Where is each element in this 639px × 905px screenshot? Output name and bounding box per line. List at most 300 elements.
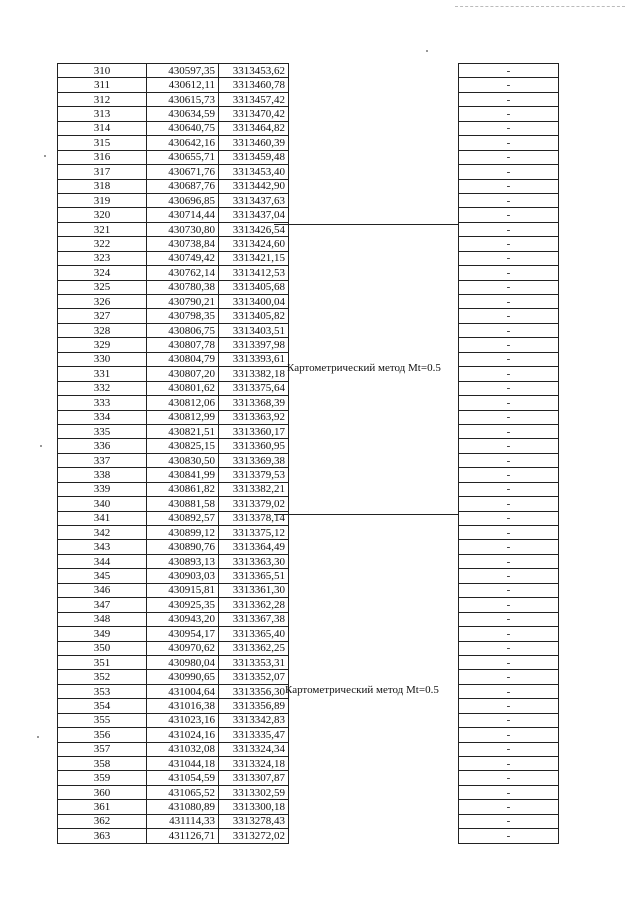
x-coordinate-cell: 430892,57: [147, 511, 219, 525]
table-row: [58, 655, 289, 669]
table-row: [58, 107, 289, 121]
mark-row: [459, 251, 559, 265]
mark-cell: -: [459, 526, 559, 540]
x-coordinate-cell: 430738,84: [147, 237, 219, 251]
mark-row: [459, 612, 559, 626]
y-coordinate-cell: 3313382,21: [219, 482, 289, 496]
point-number-cell: 328: [58, 323, 147, 337]
y-coordinate-cell: 3313379,53: [219, 468, 289, 482]
x-coordinate-cell: 431054,59: [147, 771, 219, 785]
point-number-cell: 360: [58, 785, 147, 799]
table-row: [58, 598, 289, 612]
mark-cell: -: [459, 381, 559, 395]
group-separator-line-1: [274, 224, 458, 225]
y-coordinate-cell: 3313421,15: [219, 251, 289, 265]
x-coordinate-cell: 430780,38: [147, 280, 219, 294]
y-coordinate-cell: 3313400,04: [219, 295, 289, 309]
x-coordinate-cell: 430925,35: [147, 598, 219, 612]
y-coordinate-cell: 3313272,02: [219, 829, 289, 843]
scan-speck: [44, 155, 46, 157]
x-coordinate-cell: 431044,18: [147, 757, 219, 771]
point-number-cell: 353: [58, 684, 147, 698]
table-row: [58, 583, 289, 597]
point-number-cell: 315: [58, 136, 147, 150]
mark-cell: -: [459, 728, 559, 742]
point-number-cell: 347: [58, 598, 147, 612]
point-number-cell: 342: [58, 526, 147, 540]
point-number-cell: 322: [58, 237, 147, 251]
mark-cell: -: [459, 612, 559, 626]
y-coordinate-cell: 3313437,04: [219, 208, 289, 222]
y-coordinate-cell: 3313460,39: [219, 136, 289, 150]
point-number-cell: 346: [58, 583, 147, 597]
y-coordinate-cell: 3313368,39: [219, 396, 289, 410]
point-number-cell: 318: [58, 179, 147, 193]
x-coordinate-cell: 430804,79: [147, 352, 219, 366]
mark-row: [459, 439, 559, 453]
x-coordinate-cell: 430903,03: [147, 569, 219, 583]
mark-row: [459, 424, 559, 438]
scan-speck: [426, 50, 428, 52]
y-coordinate-cell: 3313353,31: [219, 655, 289, 669]
mark-row: [459, 814, 559, 828]
mark-row: [459, 309, 559, 323]
x-coordinate-cell: 430655,71: [147, 150, 219, 164]
mark-cell: -: [459, 771, 559, 785]
scan-speck: [37, 736, 39, 738]
x-coordinate-cell: 430640,75: [147, 121, 219, 135]
mark-row: [459, 728, 559, 742]
table-row: [58, 78, 289, 92]
mark-cell: -: [459, 208, 559, 222]
mark-cell: -: [459, 367, 559, 381]
point-number-cell: 343: [58, 540, 147, 554]
y-coordinate-cell: 3313363,92: [219, 410, 289, 424]
point-number-cell: 345: [58, 569, 147, 583]
point-number-cell: 335: [58, 424, 147, 438]
mark-cell: -: [459, 64, 559, 78]
point-number-cell: 310: [58, 64, 147, 78]
mark-cell: -: [459, 193, 559, 207]
mark-row: [459, 482, 559, 496]
mark-cell: -: [459, 468, 559, 482]
mark-cell: -: [459, 396, 559, 410]
table-row: [58, 323, 289, 337]
mark-row: [459, 107, 559, 121]
y-coordinate-cell: 3313460,78: [219, 78, 289, 92]
table-row: [58, 150, 289, 164]
x-coordinate-cell: 430970,62: [147, 641, 219, 655]
mark-cell: -: [459, 179, 559, 193]
table-row: [58, 569, 289, 583]
point-number-cell: 356: [58, 728, 147, 742]
mark-row: [459, 511, 559, 525]
point-number-cell: 334: [58, 410, 147, 424]
mark-cell: -: [459, 670, 559, 684]
y-coordinate-cell: 3313367,38: [219, 612, 289, 626]
point-number-cell: 313: [58, 107, 147, 121]
x-coordinate-cell: 430806,75: [147, 323, 219, 337]
table-row: [58, 482, 289, 496]
point-number-cell: 331: [58, 367, 147, 381]
mark-row: [459, 497, 559, 511]
mark-cell: -: [459, 641, 559, 655]
x-coordinate-cell: 431065,52: [147, 785, 219, 799]
x-coordinate-cell: 430861,82: [147, 482, 219, 496]
scan-artifact-line: [455, 6, 625, 7]
mark-cell: -: [459, 237, 559, 251]
point-number-cell: 330: [58, 352, 147, 366]
table-row: [58, 410, 289, 424]
mark-cell: -: [459, 78, 559, 92]
table-row: [58, 612, 289, 626]
x-coordinate-cell: 431126,71: [147, 829, 219, 843]
table-row: [58, 684, 289, 698]
mark-row: [459, 598, 559, 612]
mark-row: [459, 338, 559, 352]
table-row: [58, 309, 289, 323]
point-number-cell: 341: [58, 511, 147, 525]
mark-row: [459, 150, 559, 164]
y-coordinate-cell: 3313442,90: [219, 179, 289, 193]
table-row: [58, 757, 289, 771]
x-coordinate-cell: 430807,20: [147, 367, 219, 381]
point-number-cell: 311: [58, 78, 147, 92]
point-number-cell: 319: [58, 193, 147, 207]
table-row: [58, 785, 289, 799]
mark-row: [459, 367, 559, 381]
y-coordinate-cell: 3313362,25: [219, 641, 289, 655]
table-row: [58, 713, 289, 727]
table-row: [58, 424, 289, 438]
y-coordinate-cell: 3313324,18: [219, 757, 289, 771]
x-coordinate-cell: 430597,35: [147, 64, 219, 78]
scan-speck: [40, 445, 42, 447]
table-row: [58, 237, 289, 251]
mark-cell: -: [459, 684, 559, 698]
table-row: [58, 381, 289, 395]
mark-row: [459, 684, 559, 698]
mark-row: [459, 396, 559, 410]
point-number-cell: 351: [58, 655, 147, 669]
y-coordinate-cell: 3313362,28: [219, 598, 289, 612]
point-number-cell: 362: [58, 814, 147, 828]
y-coordinate-cell: 3313375,12: [219, 526, 289, 540]
mark-row: [459, 222, 559, 236]
x-coordinate-cell: 430730,80: [147, 222, 219, 236]
mark-row: [459, 280, 559, 294]
mark-row: [459, 92, 559, 106]
mark-row: [459, 179, 559, 193]
y-coordinate-cell: 3313424,60: [219, 237, 289, 251]
point-number-cell: 320: [58, 208, 147, 222]
table-row: [58, 829, 289, 843]
x-coordinate-cell: 431023,16: [147, 713, 219, 727]
mark-cell: -: [459, 598, 559, 612]
y-coordinate-cell: 3313352,07: [219, 670, 289, 684]
y-coordinate-cell: 3313412,53: [219, 266, 289, 280]
point-number-cell: 337: [58, 453, 147, 467]
mark-row: [459, 295, 559, 309]
y-coordinate-cell: 3313335,47: [219, 728, 289, 742]
x-coordinate-cell: 430634,59: [147, 107, 219, 121]
x-coordinate-cell: 430812,06: [147, 396, 219, 410]
mark-row: [459, 410, 559, 424]
point-number-cell: 358: [58, 757, 147, 771]
group-separator-line-2: [274, 514, 458, 515]
y-coordinate-cell: 3313378,14: [219, 511, 289, 525]
mark-cell: -: [459, 814, 559, 828]
x-coordinate-cell: 430762,14: [147, 266, 219, 280]
x-coordinate-cell: 430612,11: [147, 78, 219, 92]
mark-cell: -: [459, 742, 559, 756]
x-coordinate-cell: 430615,73: [147, 92, 219, 106]
mark-cell: -: [459, 280, 559, 294]
y-coordinate-cell: 3313356,89: [219, 699, 289, 713]
method-label-1: Картометрический метод Mt=0.5: [287, 362, 441, 374]
mark-cell: -: [459, 410, 559, 424]
y-coordinate-cell: 3313405,82: [219, 309, 289, 323]
y-coordinate-cell: 3313365,40: [219, 627, 289, 641]
x-coordinate-cell: 431080,89: [147, 800, 219, 814]
point-number-cell: 324: [58, 266, 147, 280]
mark-row: [459, 829, 559, 843]
mark-cell: -: [459, 699, 559, 713]
point-number-cell: 361: [58, 800, 147, 814]
y-coordinate-cell: 3313403,51: [219, 323, 289, 337]
mark-row: [459, 64, 559, 78]
table-row: [58, 92, 289, 106]
x-coordinate-cell: 430980,04: [147, 655, 219, 669]
mark-row: [459, 381, 559, 395]
mark-cell: -: [459, 757, 559, 771]
table-row: [58, 554, 289, 568]
mark-row: [459, 540, 559, 554]
x-coordinate-cell: 430642,16: [147, 136, 219, 150]
table-row: [58, 699, 289, 713]
mark-cell: -: [459, 569, 559, 583]
table-row: [58, 280, 289, 294]
mark-cell: -: [459, 338, 559, 352]
table-row: [58, 468, 289, 482]
mark-cell: -: [459, 453, 559, 467]
mark-row: [459, 237, 559, 251]
y-coordinate-cell: 3313360,95: [219, 439, 289, 453]
y-coordinate-cell: 3313453,40: [219, 165, 289, 179]
table-row: [58, 800, 289, 814]
mark-row: [459, 800, 559, 814]
mark-row: [459, 713, 559, 727]
mark-row: [459, 757, 559, 771]
y-coordinate-cell: 3313437,63: [219, 193, 289, 207]
mark-row: [459, 323, 559, 337]
y-coordinate-cell: 3313342,83: [219, 713, 289, 727]
mark-cell: -: [459, 482, 559, 496]
x-coordinate-cell: 430841,99: [147, 468, 219, 482]
point-number-cell: 336: [58, 439, 147, 453]
point-number-cell: 329: [58, 338, 147, 352]
mark-cell: -: [459, 266, 559, 280]
y-coordinate-cell: 3313360,17: [219, 424, 289, 438]
mark-row: [459, 583, 559, 597]
mark-cell: -: [459, 107, 559, 121]
table-row: [58, 771, 289, 785]
y-coordinate-cell: 3313365,51: [219, 569, 289, 583]
mark-row: [459, 193, 559, 207]
table-row: [58, 367, 289, 381]
table-row: [58, 670, 289, 684]
x-coordinate-cell: 430943,20: [147, 612, 219, 626]
x-coordinate-cell: 431004,64: [147, 684, 219, 698]
mark-cell: -: [459, 497, 559, 511]
mark-row: [459, 627, 559, 641]
mark-row: [459, 771, 559, 785]
mark-cell: -: [459, 92, 559, 106]
y-coordinate-cell: 3313278,43: [219, 814, 289, 828]
point-number-cell: 312: [58, 92, 147, 106]
table-row: [58, 295, 289, 309]
y-coordinate-cell: 3313393,61: [219, 352, 289, 366]
x-coordinate-cell: 430890,76: [147, 540, 219, 554]
table-row: [58, 814, 289, 828]
mark-cell: -: [459, 511, 559, 525]
y-coordinate-cell: 3313405,68: [219, 280, 289, 294]
x-coordinate-cell: 430749,42: [147, 251, 219, 265]
mark-cell: -: [459, 309, 559, 323]
x-coordinate-cell: 430790,21: [147, 295, 219, 309]
y-coordinate-cell: 3313453,62: [219, 64, 289, 78]
mark-cell: -: [459, 540, 559, 554]
y-coordinate-cell: 3313300,18: [219, 800, 289, 814]
table-row: [58, 251, 289, 265]
table-row: [58, 121, 289, 135]
y-coordinate-cell: 3313397,98: [219, 338, 289, 352]
table-row: [58, 540, 289, 554]
mark-row: [459, 266, 559, 280]
method-label-2: Картометрический метод Mt=0.5: [285, 684, 439, 696]
table-row: [58, 627, 289, 641]
y-coordinate-cell: 3313361,30: [219, 583, 289, 597]
table-row: [58, 208, 289, 222]
mark-row: [459, 785, 559, 799]
point-number-cell: 338: [58, 468, 147, 482]
point-number-cell: 332: [58, 381, 147, 395]
mark-cell: -: [459, 121, 559, 135]
point-number-cell: 357: [58, 742, 147, 756]
point-number-cell: 339: [58, 482, 147, 496]
mark-row: [459, 121, 559, 135]
point-number-cell: 344: [58, 554, 147, 568]
mark-cell: -: [459, 655, 559, 669]
mark-cell: -: [459, 554, 559, 568]
mark-cell: -: [459, 800, 559, 814]
x-coordinate-cell: 430893,13: [147, 554, 219, 568]
table-row: [58, 641, 289, 655]
mark-cell: -: [459, 295, 559, 309]
marks-table-body: [459, 64, 559, 844]
mark-cell: -: [459, 222, 559, 236]
x-coordinate-cell: 430954,17: [147, 627, 219, 641]
x-coordinate-cell: 430899,12: [147, 526, 219, 540]
table-row: [58, 136, 289, 150]
x-coordinate-cell: 431114,33: [147, 814, 219, 828]
mark-row: [459, 526, 559, 540]
point-number-cell: 352: [58, 670, 147, 684]
y-coordinate-cell: 3313426,54: [219, 222, 289, 236]
point-number-cell: 321: [58, 222, 147, 236]
x-coordinate-cell: 430807,78: [147, 338, 219, 352]
x-coordinate-cell: 430696,85: [147, 193, 219, 207]
y-coordinate-cell: 3313457,42: [219, 92, 289, 106]
y-coordinate-cell: 3313364,49: [219, 540, 289, 554]
x-coordinate-cell: 430825,15: [147, 439, 219, 453]
x-coordinate-cell: 430801,62: [147, 381, 219, 395]
y-coordinate-cell: 3313324,34: [219, 742, 289, 756]
mark-row: [459, 136, 559, 150]
table-row: [58, 453, 289, 467]
table-row: [58, 497, 289, 511]
y-coordinate-cell: 3313459,48: [219, 150, 289, 164]
y-coordinate-cell: 3313464,82: [219, 121, 289, 135]
x-coordinate-cell: 430915,81: [147, 583, 219, 597]
y-coordinate-cell: 3313375,64: [219, 381, 289, 395]
mark-cell: -: [459, 785, 559, 799]
y-coordinate-cell: 3313302,59: [219, 785, 289, 799]
point-number-cell: 323: [58, 251, 147, 265]
marks-table: [458, 63, 559, 844]
y-coordinate-cell: 3313307,87: [219, 771, 289, 785]
table-row: [58, 396, 289, 410]
point-number-cell: 333: [58, 396, 147, 410]
mark-cell: -: [459, 424, 559, 438]
mark-row: [459, 208, 559, 222]
point-number-cell: 355: [58, 713, 147, 727]
x-coordinate-cell: 430798,35: [147, 309, 219, 323]
table-row: [58, 728, 289, 742]
table-row: [58, 193, 289, 207]
point-number-cell: 349: [58, 627, 147, 641]
mark-cell: -: [459, 583, 559, 597]
point-number-cell: 348: [58, 612, 147, 626]
x-coordinate-cell: 430671,76: [147, 165, 219, 179]
table-row: [58, 222, 289, 236]
mark-cell: -: [459, 439, 559, 453]
table-row: [58, 179, 289, 193]
mark-cell: -: [459, 136, 559, 150]
point-number-cell: 314: [58, 121, 147, 135]
point-number-cell: 316: [58, 150, 147, 164]
mark-row: [459, 569, 559, 583]
table-row: [58, 266, 289, 280]
coordinates-table: [57, 63, 289, 844]
mark-row: [459, 641, 559, 655]
table-row: [58, 352, 289, 366]
mark-cell: -: [459, 627, 559, 641]
coordinates-table-body: [58, 64, 289, 844]
point-number-cell: 359: [58, 771, 147, 785]
mark-cell: -: [459, 251, 559, 265]
table-row: [58, 439, 289, 453]
mark-cell: -: [459, 829, 559, 843]
mark-cell: -: [459, 352, 559, 366]
mark-row: [459, 352, 559, 366]
table-row: [58, 64, 289, 78]
point-number-cell: 327: [58, 309, 147, 323]
x-coordinate-cell: 430990,65: [147, 670, 219, 684]
point-number-cell: 363: [58, 829, 147, 843]
table-row: [58, 165, 289, 179]
table-row: [58, 742, 289, 756]
